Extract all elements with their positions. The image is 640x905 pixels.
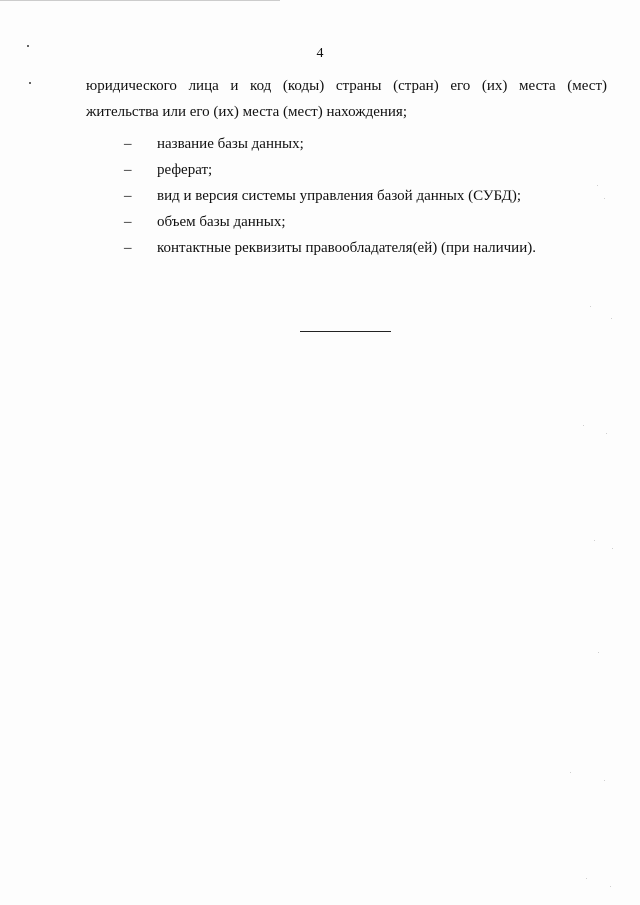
scan-noise — [604, 198, 605, 199]
intro-paragraph — [86, 73, 607, 125]
list-item — [86, 131, 607, 157]
scan-noise — [612, 548, 613, 549]
scan-top-edge — [0, 0, 280, 1]
requirements-list — [86, 131, 607, 261]
list-item — [86, 235, 607, 261]
list-item-text: объем базы данных; — [157, 214, 286, 230]
list-item-text: реферат; — [157, 162, 213, 178]
intro-line-1: юридического лица и код (коды) страны (стран) его (их) места (мест) — [86, 78, 607, 94]
page-number: 4 — [316, 46, 324, 61]
scan-noise — [598, 652, 599, 653]
scan-noise — [610, 886, 611, 887]
scan-noise — [570, 772, 571, 773]
scan-noise — [583, 425, 584, 426]
list-item — [86, 183, 607, 209]
list-item — [86, 157, 607, 183]
list-item-text: контактные реквизиты правообладателя(ей) (при наличии). — [157, 240, 536, 256]
list-dash: – — [124, 162, 132, 178]
scan-noise — [590, 306, 591, 307]
list-dash: – — [124, 214, 132, 230]
scan-noise — [594, 540, 595, 541]
scan-noise — [606, 433, 607, 434]
list-item-text: вид и версия системы управления базой данных (СУБД); — [157, 188, 521, 204]
list-item-text: название базы данных; — [157, 136, 304, 152]
scan-noise — [611, 318, 612, 319]
scan-speck — [29, 82, 31, 84]
scan-noise — [604, 780, 605, 781]
intro-line-2: жительства или его (их) места (мест) нахождения; — [86, 104, 407, 120]
scan-noise — [597, 185, 598, 186]
closing-separator-line — [300, 331, 391, 332]
scan-noise — [586, 878, 587, 879]
list-dash: – — [124, 136, 132, 152]
list-dash: – — [124, 188, 132, 204]
list-item — [86, 209, 607, 235]
list-dash: – — [124, 240, 132, 256]
